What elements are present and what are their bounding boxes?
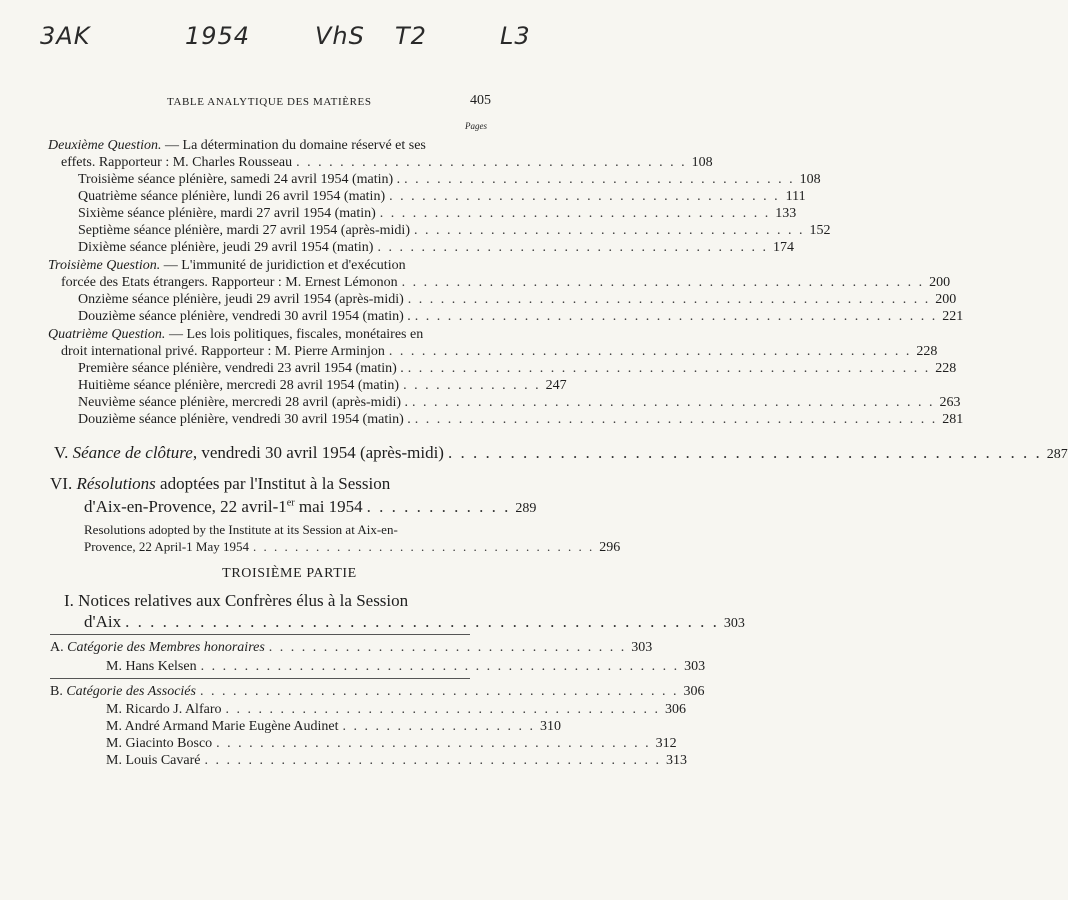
entry-number: V. (54, 443, 73, 462)
entry-page: 108 (691, 155, 713, 170)
toc-entry-b (50, 684, 705, 700)
entry-page: 281 (942, 412, 964, 427)
dot-leader: . . . . . . . . . . . . . . . . . . . . . . . . . . . . . . . . . . . . . . . . . . . . . . . . (125, 612, 719, 631)
entry-text: — L'immunité de juridiction et d'exécution (160, 258, 406, 273)
entry-text: M. Louis Cavaré (106, 753, 201, 768)
entry-page: 247 (545, 378, 567, 393)
entry-page: 306 (664, 702, 686, 717)
entry-text: M. André Armand Marie Eugène Audinet (106, 719, 339, 734)
toc-entry-i (64, 591, 464, 611)
handwritten-annotation (0, 22, 579, 62)
entry-text: droit international privé. Rapporteur : M. Pierre Arminjon (61, 344, 385, 359)
entry-text: adoptées par l'Institut à la Session (155, 474, 391, 493)
entry-text: , vendredi 30 avril 1954 (après-midi) (192, 443, 444, 462)
entry-page: 228 (916, 344, 938, 359)
toc-entry (106, 736, 677, 752)
dot-leader: . . . . . . . . . . . . . . . . . . . . . . . . . . . . . . . . . . . . (296, 155, 687, 170)
entry-text: Première séance plénière, vendredi 23 avril 1954 (matin) . (78, 361, 404, 376)
entry-text: d'Aix (84, 612, 122, 631)
entry-text: Douzième séance plénière, vendredi 30 avril 1954 (matin) . (78, 309, 411, 324)
entry-text: Resolutions adopted by the Institute at its Session at Aix-en- (84, 522, 398, 537)
toc-entry (78, 378, 567, 394)
entry-page: 152 (809, 223, 831, 238)
entry-text: Quatrième séance plénière, lundi 26 avril 1954 (matin) (78, 189, 386, 204)
entry-page: 133 (775, 206, 797, 221)
toc-entry (78, 292, 957, 308)
toc-entry-q3-heading (48, 258, 454, 274)
toc-entry (61, 155, 713, 171)
dot-leader: . . . . . . . . . . . . . . . . . . . . . . . . . . . . . . . . . . . . (414, 223, 805, 238)
toc-entry (106, 753, 687, 769)
dot-leader: . . . . . . . . . . . . . . . . . . . . . . . . . . . . . . . . . . . . . . . . . . . . . . . . (412, 395, 935, 410)
handwritten-note: 1954 (185, 22, 251, 50)
entry-label: Quatrième Question. (48, 327, 166, 342)
entry-label: Deuxième Question. (48, 138, 162, 153)
dot-leader: . . . . . . . . . . . . . . . . . . . . . . . . . . . . . . . . . . . . . . . . . . . . . . . . (401, 275, 925, 290)
entry-text: Septième séance plénière, mardi 27 avril 1954 (après-midi) (78, 223, 410, 238)
entry-page: 221 (942, 309, 964, 324)
toc-entry (78, 309, 964, 325)
entry-text: M. Giacinto Bosco (106, 736, 213, 751)
toc-entry-q4-heading (48, 327, 454, 343)
superscript: er (286, 497, 295, 509)
entry-text: M. Ricardo J. Alfaro (106, 702, 222, 717)
toc-entry-vi (50, 474, 456, 494)
dot-leader: . . . . . . . . . . . . . . . . . . . . . . . . . . . . . . . . . . . . . . . . . . (204, 753, 661, 768)
dot-leader: . . . . . . . . . . . . . . . . . . . . . . . . . . . . . . . . . . . . . . . . . . . . . . . . (407, 292, 931, 307)
section-heading: TROISIÈME PARTIE (222, 566, 357, 581)
handwritten-note: T2 (395, 22, 427, 50)
entry-number: B. (50, 684, 67, 699)
entry-page: 111 (785, 189, 806, 204)
entry-text: Neuvième séance plénière, mercredi 28 avril (après-midi) . (78, 395, 409, 410)
entry-page: 303 (684, 659, 706, 674)
entry-page: 296 (599, 540, 621, 555)
toc-entry (78, 412, 964, 428)
dot-leader: . . . . . . . . . . . . . . . . . . . . . . . . . . . . . . . . . . . . . . . . . . . . . . . . (407, 361, 931, 376)
entry-page: 200 (929, 275, 951, 290)
dot-leader: . . . . . . . . . . . . . . . . . . . . . . . . . . . . . . . . . . . . . . . . . . . . . . . . (388, 344, 912, 359)
dot-leader: . . . . . . . . . . . . . . . . . . . . . . . . . . . . . . . . . . . . . . . . . . . . . . . . (447, 443, 1042, 462)
entry-text: d'Aix-en-Provence, 22 avril-1 (84, 497, 287, 516)
toc-entry (106, 702, 686, 718)
toc-entry (84, 522, 464, 538)
entry-number: A. (50, 640, 68, 655)
divider (50, 678, 470, 679)
dot-leader: . . . . . . . . . . . . . . . . . . . . . . . . . . . . . . . . . . . . (404, 172, 795, 187)
running-header: TABLE ANALYTIQUE DES MATIÈRES (167, 96, 372, 108)
toc-entry (78, 206, 797, 222)
toc-entry (78, 395, 961, 411)
entry-text: Dixième séance plénière, jeudi 29 avril 1954 (matin) (78, 240, 374, 255)
entry-page: 306 (683, 684, 705, 699)
entry-label: Catégorie des Membres honoraires (67, 640, 265, 655)
toc-entry (78, 240, 794, 256)
entry-text: Sixième séance plénière, mardi 27 avril 1954 (matin) (78, 206, 376, 221)
dot-leader: . . . . . . . . . . . . . . . . . . . . . . . . . . . . . . . . . . . . (377, 240, 768, 255)
entry-text: forcée des Etats étrangers. Rapporteur : M. Ernest Lémonon (61, 275, 398, 290)
entry-page: 200 (935, 292, 957, 307)
entry-page: 174 (772, 240, 794, 255)
entry-number: VI. (50, 474, 77, 493)
entry-text: Huitième séance plénière, mercredi 28 avril 1954 (matin) (78, 378, 400, 393)
entry-text: — La détermination du domaine réservé et ses (161, 138, 426, 153)
entry-page: 310 (540, 719, 562, 734)
dot-leader: . . . . . . . . . . . . . . . . . . . . . . . . . . . . . . . . . (253, 539, 595, 554)
entry-text: Douzième séance plénière, vendredi 30 avril 1954 (matin) . (78, 412, 411, 427)
handwritten-note: 3AK (40, 22, 91, 50)
toc-entry (78, 172, 821, 188)
page-number: 405 (470, 93, 491, 108)
entry-label: Troisième Question. (48, 258, 161, 273)
entry-page: 289 (515, 501, 537, 516)
entry-page: 263 (939, 395, 961, 410)
entry-text: — Les lois politiques, fiscales, monétaires en (165, 327, 424, 342)
dot-leader: . . . . . . . . . . . . . . . . . . . . . . . . . . . . . . . . . . . . . . . . . . . . (200, 659, 680, 674)
entry-page: 228 (935, 361, 957, 376)
dot-leader: . . . . . . . . . . . . . (403, 378, 541, 393)
dot-leader: . . . . . . . . . . . . . . . . . . . . . . . . . . . . . . . . . . . . . . . . . . . . (199, 684, 679, 699)
toc-entry-a (50, 640, 653, 656)
toc-entry (61, 275, 951, 291)
divider (50, 634, 470, 635)
entry-label: Catégorie des Associés (66, 684, 196, 699)
entry-label: Séance de clôture (72, 443, 193, 462)
toc-entry (106, 719, 562, 735)
toc-entry-v (54, 443, 1068, 463)
entry-text: Provence, 22 April-1 May 1954 (84, 539, 250, 554)
pages-column-label: Pages (465, 121, 487, 131)
handwritten-note: VhS (315, 22, 365, 50)
toc-entry (84, 612, 745, 632)
entry-label: Résolutions (76, 474, 156, 493)
dot-leader: . . . . . . . . . . . . . . . . . . . . . . . . . . . . . . . . . . . . (379, 206, 771, 221)
toc-entry (78, 361, 957, 377)
dot-leader: . . . . . . . . . . . . . . . . . . . . . . . . . . . . . . . . . . . . . . . . (216, 736, 651, 751)
entry-page: 287 (1046, 447, 1068, 462)
toc-entry-q2-heading (48, 138, 454, 154)
toc-entry (78, 223, 831, 239)
entry-text: M. Hans Kelsen (106, 659, 197, 674)
toc-entry (84, 497, 537, 517)
entry-text: I. Notices relatives aux Confrères élus à la Session (64, 591, 409, 610)
entry-page: 303 (631, 640, 653, 655)
toc-entry (84, 539, 621, 556)
entry-text: Troisième séance plénière, samedi 24 avril 1954 (matin) . (78, 172, 401, 187)
dot-leader: . . . . . . . . . . . . . . . . . . . . . . . . . . . . . . . . . (268, 640, 627, 655)
dot-leader: . . . . . . . . . . . . (366, 497, 511, 516)
dot-leader: . . . . . . . . . . . . . . . . . . . . . . . . . . . . . . . . . . . . . . . . . . . . . . . . (414, 309, 938, 324)
entry-page: 303 (723, 616, 745, 631)
toc-entry (106, 659, 706, 675)
entry-text: mai 1954 (294, 497, 363, 516)
entry-page: 108 (799, 172, 821, 187)
dot-leader: . . . . . . . . . . . . . . . . . . . . . . . . . . . . . . . . . . . . . . . . . . . . . . . . (414, 412, 938, 427)
dot-leader: . . . . . . . . . . . . . . . . . . . . . . . . . . . . . . . . . . . . . . . . (225, 702, 660, 717)
entry-text: effets. Rapporteur : M. Charles Rousseau (61, 155, 293, 170)
toc-entry (78, 189, 806, 205)
entry-page: 313 (665, 753, 687, 768)
entry-page: 312 (655, 736, 677, 751)
toc-entry (61, 344, 938, 360)
entry-text: Onzième séance plénière, jeudi 29 avril 1954 (après-midi) (78, 292, 404, 307)
dot-leader: . . . . . . . . . . . . . . . . . . . . . . . . . . . . . . . . . . . . (389, 189, 780, 204)
dot-leader: . . . . . . . . . . . . . . . . . . (342, 719, 536, 734)
handwritten-note: L3 (500, 22, 531, 50)
